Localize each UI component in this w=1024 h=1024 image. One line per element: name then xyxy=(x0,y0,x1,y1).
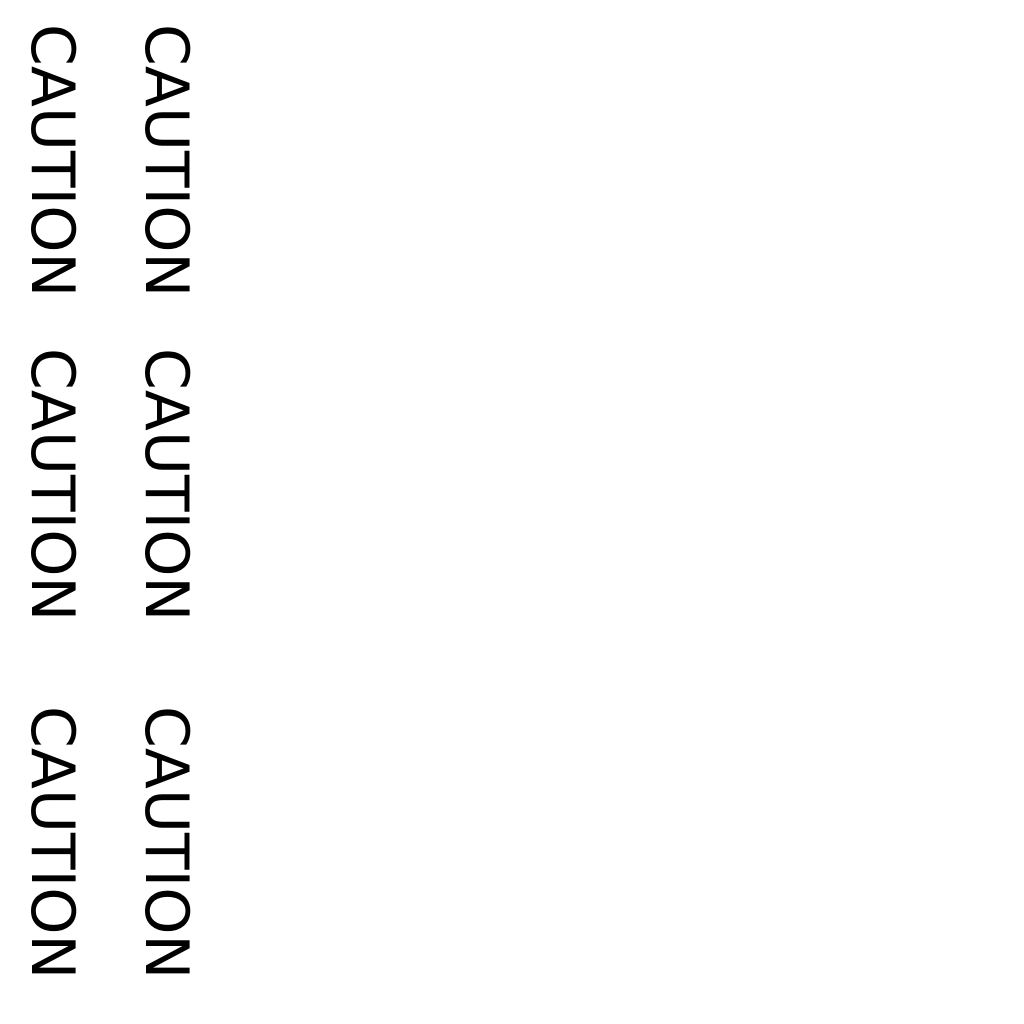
caution-label: CAUTION xyxy=(131,24,201,298)
caution-label: CAUTION xyxy=(131,348,201,622)
caution-label: CAUTION xyxy=(17,24,87,298)
caution-label: CAUTION xyxy=(131,706,201,980)
caution-label: CAUTION xyxy=(17,706,87,980)
caution-label: CAUTION xyxy=(17,348,87,622)
